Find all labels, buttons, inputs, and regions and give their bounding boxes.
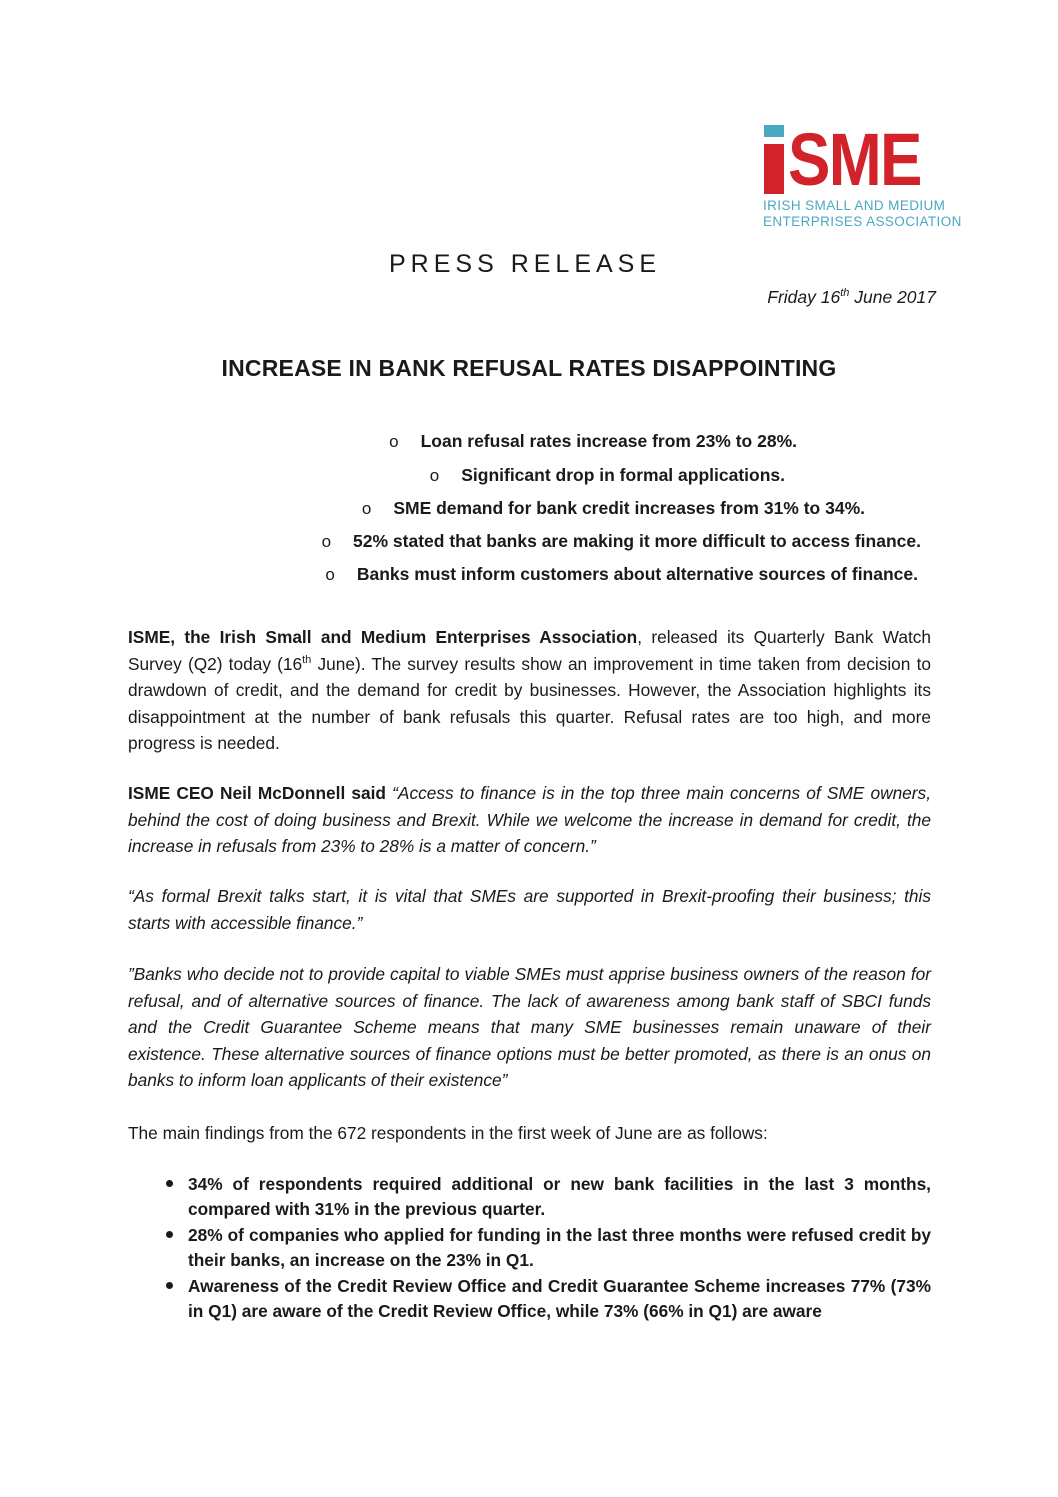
logo-subtitle-line2: ENTERPRISES ASSOCIATION [763, 214, 962, 229]
highlight-item [322, 531, 921, 552]
hollow-bullet-icon: o [325, 565, 335, 584]
release-date [767, 287, 936, 308]
ceo-quote-text: “Access to finance is in the top three main concerns of SME owners, behind the cost of doing business and Brexit. While we welcome the increase in demand for credit, the increase in refusals from 23% to 28% is a matter of concern.” [128, 783, 931, 856]
ceo-attribution: ISME CEO Neil McDonnell said [128, 783, 393, 803]
intro-text-part1: , released its Quarterly Bank Watch Survey (Q2) today (16 [128, 627, 931, 674]
findings-intro: The main findings from the 672 respondents in the first week of June are as follows: [128, 1123, 768, 1143]
highlight-text: Loan refusal rates increase from 23% to 28%. [420, 431, 797, 451]
logo-i-dot [764, 125, 784, 137]
bullet-dot-icon [166, 1282, 173, 1289]
finding-item [162, 1223, 931, 1273]
intro-paragraph [128, 624, 931, 757]
brexit-quote-paragraph: “As formal Brexit talks start, it is vital that SMEs are supported in Brexit-proofing their business; this starts with accessible finance.” [128, 886, 931, 933]
logo-wordmark [763, 118, 959, 201]
highlight-item [325, 564, 918, 585]
finding-text: Awareness of the Credit Review Office and Credit Guarantee Scheme increases 77% (73% in Q1) are aware of the Credit Review Office, while 73% (66% in Q1) are aware [188, 1276, 931, 1321]
date-month-year: June 2017 [849, 287, 936, 307]
highlight-text: 52% stated that banks are making it more difficult to access finance. [353, 531, 921, 551]
press-release-label: PRESS RELEASE [389, 250, 662, 278]
finding-item [162, 1274, 931, 1324]
highlight-item [389, 431, 797, 452]
intro-ordinal: th [302, 653, 312, 666]
highlight-item [362, 498, 865, 519]
logo-i-mark [763, 125, 785, 197]
ceo-quote-paragraph [128, 780, 931, 860]
finding-item [162, 1172, 931, 1222]
hollow-bullet-icon: o [321, 532, 332, 551]
highlight-text: Significant drop in formal applications. [461, 465, 785, 485]
intro-text-part2: June). The survey results show an improvement in time taken from decision to drawdown of credit, and the demand for credit by businesses. However, the Association highlights its disappointment at the number of bank refusals this quarter. Refusal rates are too high, and more progress is needed. [128, 653, 931, 753]
headline: INCREASE IN BANK REFUSAL RATES DISAPPOINTING [221, 355, 837, 381]
hollow-bullet-icon: o [389, 432, 399, 451]
findings-list [162, 1172, 931, 1325]
banks-quote-paragraph: ”Banks who decide not to provide capital to viable SMEs must apprise business owners of the reason for refusal, and of alternative sources of finance. The lack of awareness among bank staff of SBCI funds and the Credit Guarantee Scheme means that many SME businesses remain unaware of their existence. These alternative sources of finance options must be better promoted, as there is an onus on banks to inform loan applicants of their existence” [128, 964, 931, 1090]
logo-subtitle-line1: IRISH SMALL AND MEDIUM [763, 198, 946, 213]
bullet-dot-icon [166, 1231, 173, 1238]
isme-logo [763, 118, 962, 229]
finding-text: 28% of companies who applied for funding in the last three months were refused credit by their banks, an increase on the 23% in Q1. [188, 1225, 931, 1270]
finding-text: 34% of respondents required additional or new bank facilities in the last 3 months, compared with 31% in the previous quarter. [188, 1174, 931, 1219]
logo-i-stem [764, 144, 784, 194]
bullet-dot-icon [166, 1180, 173, 1187]
highlight-item [430, 465, 785, 486]
hollow-bullet-icon: o [429, 466, 440, 485]
date-day: Friday 16 [767, 287, 841, 307]
logo-sme-text: SME [788, 118, 921, 201]
intro-org-name: ISME, the Irish Small and Medium Enterprises Association [128, 627, 638, 647]
highlight-text: Banks must inform customers about alternative sources of finance. [356, 564, 918, 584]
highlight-text: SME demand for bank credit increases from 31% to 34%. [393, 498, 865, 518]
hollow-bullet-icon: o [361, 499, 372, 518]
date-ordinal: th [840, 287, 850, 300]
